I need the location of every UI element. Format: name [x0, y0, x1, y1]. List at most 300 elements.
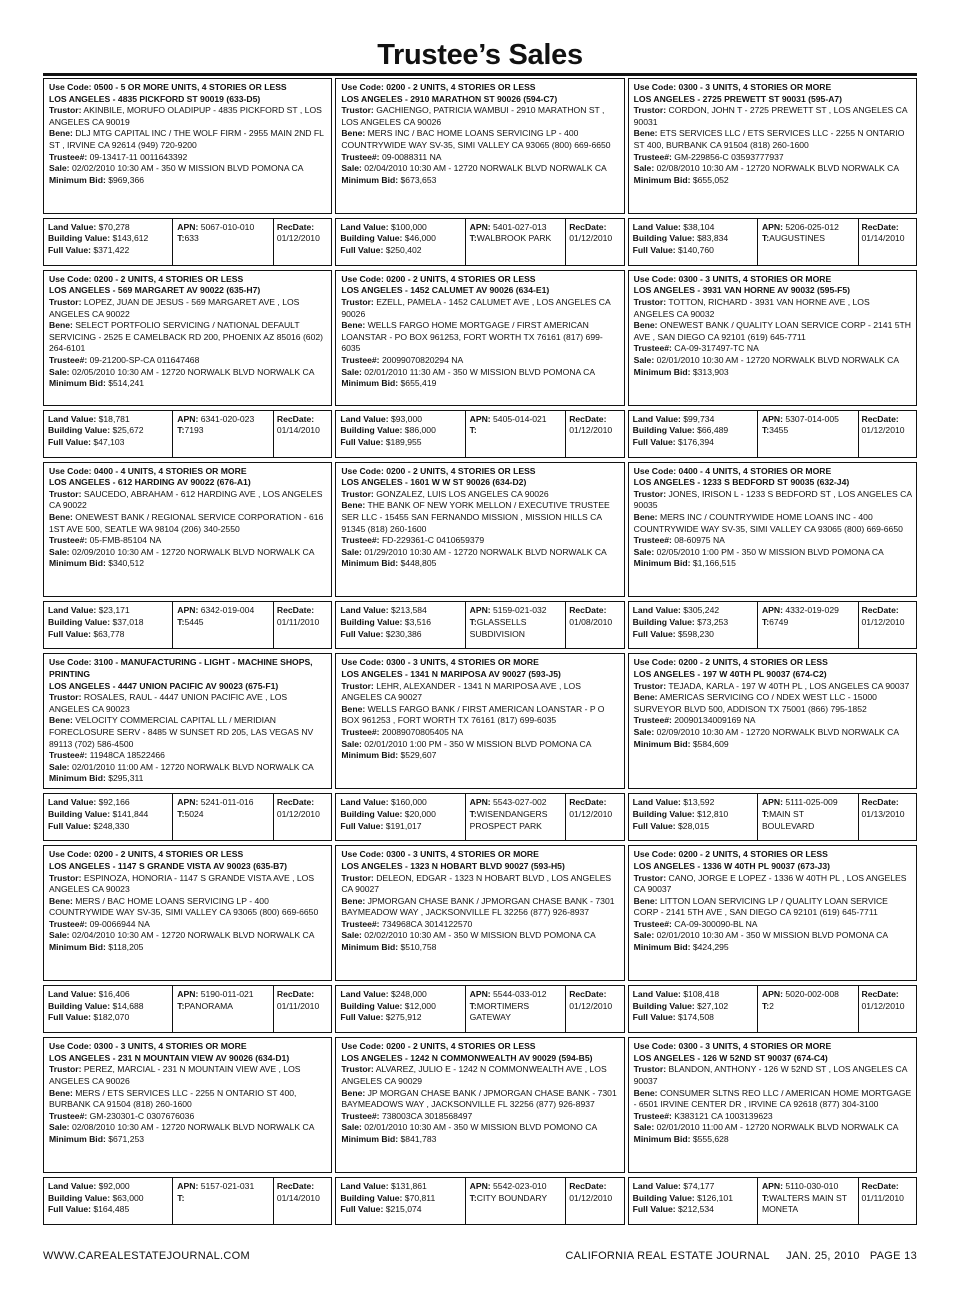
land-value-label: Land Value: — [340, 221, 389, 232]
listing-card — [335, 1037, 624, 1229]
valuation-table — [43, 985, 332, 1033]
trustee-number-value: 09-0088311 NA — [381, 151, 442, 162]
trustor-line — [49, 489, 327, 512]
building-value-label: Building Value: — [48, 1192, 111, 1203]
building-value: $66,489 — [697, 425, 729, 436]
land-value: $74,177 — [683, 1180, 715, 1191]
use-code: Use Code: 0400 - 4 UNITS, 4 STORIES OR MORE — [633, 465, 832, 476]
tract-row — [177, 617, 269, 629]
beneficiary-label: Bene: — [49, 128, 73, 139]
building-value: $12,000 — [404, 1000, 436, 1011]
sale-info-line — [49, 762, 327, 774]
sale-info-line — [49, 367, 327, 379]
land-value-row — [340, 605, 460, 617]
sale-info-value: 02/01/2010 11:00 AM - 12720 NORWALK BLVD NORWALK CA — [656, 1122, 899, 1133]
trustee-number-line — [49, 535, 327, 547]
beneficiary-line — [634, 512, 912, 535]
tract-row — [177, 1193, 269, 1205]
minimum-bid-label: Minimum Bid: — [341, 1133, 399, 1144]
building-value-row — [633, 425, 753, 437]
tract-row — [177, 1001, 269, 1013]
trustor-line — [341, 489, 619, 501]
sale-info-line — [341, 547, 619, 559]
beneficiary-value: MERS / ETS SERVICES LLC - 2255 N ONTARIO ST 400, BURBANK CA 91504 (818) 260-1600 — [49, 1087, 297, 1110]
building-value: $37,018 — [112, 617, 144, 628]
trustor-line — [49, 297, 327, 320]
trustor-value: BLANDON, ANTHONY - 126 W 52ND ST , LOS ANGELES CA 90037 — [633, 1064, 907, 1086]
minimum-bid-line — [634, 1134, 912, 1146]
trustee-number-line — [634, 152, 912, 164]
tract-row — [470, 1193, 562, 1205]
trustee-number-value: GM-230301-C 0307676036 — [89, 1110, 195, 1121]
beneficiary-line — [634, 1088, 912, 1111]
building-value-label: Building Value: — [48, 233, 111, 244]
sale-info-label: Sale: — [341, 930, 362, 941]
full-value-label: Full Value: — [340, 436, 384, 447]
tract-label: T: — [177, 617, 185, 628]
building-value-label: Building Value: — [48, 1000, 111, 1011]
property-address: LOS ANGELES - 126 W 52ND ST 90037 (674-C4) — [633, 1052, 828, 1063]
full-value-label: Full Value: — [632, 1012, 676, 1023]
sale-info-value: 02/01/2010 10:30 AM - 350 W MISSION BLVD POMONO CA — [364, 1122, 598, 1133]
recdate-label-row — [569, 222, 620, 234]
land-value-row — [340, 989, 460, 1001]
land-value-label: Land Value: — [48, 1180, 97, 1191]
apn-row — [762, 1181, 854, 1193]
full-value: $275,912 — [385, 1012, 422, 1023]
trustee-number-value: 734968CA 3014122570 — [381, 918, 473, 929]
trustee-number-value: GM-229856-C 03593777937 — [674, 151, 784, 162]
minimum-bid-label: Minimum Bid: — [341, 378, 399, 389]
land-value-label: Land Value: — [48, 221, 97, 232]
trustor-line — [49, 692, 327, 715]
trustor-value: TEJADA, KARLA - 197 W 40TH PL , LOS ANGELES CA 90037 — [668, 680, 910, 691]
property-address: LOS ANGELES - 231 N MOUNTAIN VIEW AV 90026 (634-D1) — [49, 1052, 290, 1063]
trustee-number-label: Trustee#: — [49, 1110, 88, 1121]
building-value: $86,000 — [404, 425, 436, 436]
listing-card — [628, 1037, 917, 1229]
recdate-label: RecDate: — [276, 221, 315, 232]
trustee-number-value: 09-21200-SP-CA 011647468 — [89, 354, 200, 365]
property-address: LOS ANGELES - 2725 PREWETT ST 90031 (595-A7) — [633, 93, 843, 104]
full-value: $191,017 — [385, 820, 422, 831]
tract-label: T: — [469, 1000, 477, 1011]
recdate-value-row — [862, 233, 913, 245]
recdate-column — [274, 219, 331, 265]
trustor-line — [634, 1064, 912, 1087]
recdate-label-row — [277, 1181, 328, 1193]
listing-details — [335, 78, 624, 214]
trustee-number-line — [634, 1111, 912, 1123]
apn-value: 5543-027-002 — [493, 797, 547, 808]
values-column — [336, 1178, 465, 1224]
full-value: $182,070 — [93, 1012, 130, 1023]
building-value-row — [48, 809, 168, 821]
property-address: LOS ANGELES - 197 W 40TH PL 90037 (674-C2) — [633, 669, 827, 680]
recdate-value-row — [277, 809, 328, 821]
full-value-row — [633, 821, 753, 833]
beneficiary-value: SELECT PORTFOLIO SERVICING / NATIONAL DEFAULT SERVICING - 2525 E CAMELBACK RD 200, PHOENIX AZ 85016 (602) 264-6101 — [49, 320, 324, 354]
beneficiary-line — [634, 692, 912, 715]
sale-info-label: Sale: — [49, 930, 70, 941]
tract-label: T: — [177, 808, 185, 819]
recdate-value-row — [569, 1001, 620, 1013]
land-value: $248,000 — [390, 989, 427, 1000]
trustee-number-label: Trustee#: — [633, 715, 672, 726]
recdate-label: RecDate: — [861, 989, 899, 1000]
recdate-label: RecDate: — [861, 1180, 899, 1191]
apn-value: 6342-019-004 — [200, 605, 255, 616]
beneficiary-value: WELLS FARGO HOME MORTGAGE / FIRST AMERICAN LOANSTAR - PO BOX 961253, FORT WORTH TX 76161 (817) 699-6035 — [341, 320, 603, 354]
trustee-number-line — [49, 919, 327, 931]
trustee-number-line — [341, 535, 619, 547]
apn-row — [470, 222, 562, 234]
beneficiary-value: JPMORGAN CHASE BANK / JPMORGAN CHASE BANK - 7301 BAYMEADOW WAY , JACKSONVILLE FL 32256 (877) 926-8937 — [341, 895, 615, 918]
recdate-label: RecDate: — [276, 1180, 315, 1191]
trustor-value: GACHIENGO, PATRICIA WAMBUI - 2910 MARATHON ST , LOS ANGELES CA 90026 — [341, 105, 605, 127]
beneficiary-label: Bene: — [633, 320, 658, 331]
listing-card — [335, 270, 624, 462]
trustor-label: Trustor: — [633, 872, 667, 883]
tract-value: WALTERS MAIN ST MONETA — [761, 1192, 847, 1215]
building-value: $25,672 — [112, 425, 144, 436]
apn-value: 5241-011-016 — [200, 797, 254, 808]
building-value-label: Building Value: — [632, 808, 695, 819]
listing-card — [335, 462, 624, 654]
apn-value: 5542-023-010 — [493, 1180, 547, 1191]
recdate-label: RecDate: — [861, 605, 899, 616]
sale-info-line — [49, 547, 327, 559]
sale-info-value: 02/09/2010 10:30 AM - 12720 NORWALK BLVD NORWALK CA — [656, 727, 900, 738]
full-value-row — [340, 1012, 460, 1024]
tract-value: GLASSELLS SUBDIVISION — [469, 617, 527, 639]
full-value-row — [633, 1012, 753, 1024]
property-address: LOS ANGELES - 2910 MARATHON ST 90026 (594-C7) — [341, 93, 558, 104]
full-value: $189,955 — [385, 436, 422, 447]
minimum-bid-label: Minimum Bid: — [49, 558, 106, 569]
recdate-column — [274, 602, 331, 648]
beneficiary-label: Bene: — [341, 320, 366, 331]
recdate-label: RecDate: — [276, 605, 315, 616]
values-column — [44, 219, 173, 265]
building-value: $126,101 — [697, 1192, 733, 1203]
tract-row — [470, 1001, 562, 1024]
recdate-value: 01/13/2010 — [861, 808, 905, 819]
sale-info-value: 02/04/2010 10:30 AM - 12720 NORWALK BLVD NORWALK CA — [71, 930, 315, 941]
beneficiary-label: Bene: — [633, 1087, 658, 1098]
values-column — [336, 602, 465, 648]
land-value-label: Land Value: — [632, 221, 681, 232]
land-value: $108,418 — [683, 989, 720, 1000]
full-value-row — [48, 1012, 168, 1024]
minimum-bid-value: $529,607 — [400, 750, 437, 761]
trustor-line — [49, 105, 327, 128]
building-value-label: Building Value: — [340, 808, 403, 819]
listing-card — [43, 270, 332, 462]
recdate-label-row — [862, 414, 913, 426]
tract-row — [470, 809, 562, 832]
recdate-label: RecDate: — [276, 797, 315, 808]
values-column — [629, 986, 758, 1032]
beneficiary-line — [49, 320, 327, 355]
trustee-number-label: Trustee#: — [49, 151, 88, 162]
apn-value: 5159-021-032 — [493, 605, 547, 616]
property-address: LOS ANGELES - 1233 S BEDFORD ST 90035 (632-J4) — [633, 477, 850, 488]
sale-info-label: Sale: — [341, 163, 362, 174]
minimum-bid-line — [49, 175, 327, 187]
minimum-bid-value: $510,758 — [400, 942, 437, 953]
sale-info-label: Sale: — [633, 930, 655, 941]
building-value-label: Building Value: — [48, 617, 111, 628]
apn-label: APN: — [761, 413, 783, 424]
apn-label: APN: — [177, 1180, 199, 1191]
building-value: $83,834 — [697, 233, 729, 244]
full-value-label: Full Value: — [340, 820, 384, 831]
recdate-value-row — [862, 425, 913, 437]
trustee-number-label: Trustee#: — [341, 151, 380, 162]
tract-label: T: — [761, 233, 770, 244]
trustor-line — [341, 873, 619, 896]
building-value-row — [340, 233, 460, 245]
trustee-number-label: Trustee#: — [633, 151, 672, 162]
tract-row — [762, 1193, 854, 1216]
sale-info-label: Sale: — [633, 354, 655, 365]
sale-info-line — [341, 739, 619, 751]
trustor-value: CORDON, JOHN T - 2725 PREWETT ST , LOS ANGELES CA 90031 — [633, 105, 908, 127]
use-code: Use Code: 3100 - MANUFACTURING - LIGHT - MACHINE SHOPS, PRINTING — [49, 657, 313, 680]
apn-column — [758, 986, 859, 1032]
trustor-label: Trustor: — [341, 488, 374, 499]
values-column — [336, 411, 465, 457]
recdate-value: 01/08/2010 — [569, 617, 613, 628]
land-value-row — [633, 989, 753, 1001]
minimum-bid-label: Minimum Bid: — [633, 558, 691, 569]
listing-card — [43, 653, 332, 845]
land-value-row — [48, 222, 168, 234]
sale-info-label: Sale: — [49, 761, 70, 772]
building-value: $63,000 — [112, 1192, 144, 1203]
tract-value: 3455 — [769, 425, 789, 436]
apn-column — [758, 219, 859, 265]
trustee-number-value: 09-13417-11 0011643392 — [89, 151, 188, 162]
recdate-label: RecDate: — [569, 1180, 607, 1191]
recdate-value-row — [569, 1193, 620, 1205]
building-value: $46,000 — [404, 233, 436, 244]
sale-info-value: 02/01/2010 10:30 AM - 12720 NORWALK BLVD NORWALK CA — [656, 354, 900, 365]
use-code: Use Code: 0200 - 2 UNITS, 4 STORIES OR LESS — [341, 273, 536, 284]
full-value-label: Full Value: — [340, 628, 384, 639]
listing-details — [43, 845, 332, 981]
trustee-number-value: 20099070820294 NA — [381, 354, 464, 365]
apn-label: APN: — [177, 221, 199, 232]
trustor-line — [49, 873, 327, 896]
building-value-row — [48, 233, 168, 245]
sale-info-value: 02/05/2010 1:00 PM - 350 W MISSION BLVD POMONA CA — [656, 546, 884, 557]
listing-card — [43, 462, 332, 654]
sale-info-value: 02/01/2010 10:30 AM - 350 W MISSION BLVD POMONA CA — [656, 930, 889, 941]
trustee-number-label: Trustee#: — [49, 918, 88, 929]
listing-details — [335, 1037, 624, 1173]
listing-card — [628, 653, 917, 845]
trustor-label: Trustor: — [341, 680, 374, 691]
listing-card — [43, 78, 332, 270]
property-address: LOS ANGELES - 4835 PICKFORD ST 90019 (633-D5) — [49, 93, 261, 104]
recdate-column — [859, 411, 916, 457]
recdate-label: RecDate: — [569, 797, 607, 808]
apn-label: APN: — [469, 605, 491, 616]
beneficiary-value: JP MORGAN CHASE BANK / JPMORGAN CHASE BANK - 7301 BAYMEADOWS WAY , JACKSONVILLE FL 32256 (877) 926-8937 — [341, 1087, 617, 1110]
recdate-column — [566, 794, 623, 840]
building-value-row — [48, 617, 168, 629]
apn-row — [177, 605, 269, 617]
sale-info-line — [49, 163, 327, 175]
use-code: Use Code: 0300 - 3 UNITS, 4 STORIES OR MORE — [49, 1041, 247, 1052]
beneficiary-line — [634, 896, 912, 919]
full-value-label: Full Value: — [48, 820, 91, 831]
use-code: Use Code: 0300 - 3 UNITS, 4 STORIES OR MORE — [633, 273, 832, 284]
minimum-bid-label: Minimum Bid: — [49, 378, 106, 389]
trustee-number-line — [49, 355, 327, 367]
trustor-value: LEHR, ALEXANDER - 1341 N MARIPOSA AVE , LOS ANGELES CA 90027 — [341, 680, 581, 703]
tract-label: T: — [177, 1192, 185, 1203]
full-value-label: Full Value: — [48, 1204, 91, 1215]
tract-row — [470, 233, 562, 245]
building-value: $73,253 — [697, 617, 729, 628]
minimum-bid-label: Minimum Bid: — [633, 1133, 691, 1144]
trustee-number-line — [341, 1111, 619, 1123]
building-value: $14,688 — [112, 1000, 144, 1011]
apn-value: 5067-010-010 — [200, 221, 255, 232]
apn-column — [758, 794, 859, 840]
apn-row — [470, 797, 562, 809]
recdate-column — [859, 219, 916, 265]
tract-value: PANORAMA — [184, 1000, 234, 1011]
values-column — [629, 794, 758, 840]
property-address: LOS ANGELES - 1341 N MARIPOSA AV 90027 (593-J5) — [341, 669, 561, 680]
sale-info-value: 02/09/2010 10:30 AM - 12720 NORWALK BLVD NORWALK CA — [71, 546, 315, 557]
apn-column — [466, 1178, 567, 1224]
recdate-value-row — [862, 617, 913, 629]
apn-value: 5020-002-008 — [785, 989, 839, 1000]
minimum-bid-label: Minimum Bid: — [633, 174, 691, 185]
full-value-label: Full Value: — [340, 245, 384, 256]
land-value-label: Land Value: — [48, 605, 97, 616]
beneficiary-value: MERS / BAC HOME LOANS SERVICING LP - 400 COUNTRYWIDE WAY SV-35, SIMI VALLEY CA 93065 (800) 669-6650 — [49, 895, 319, 918]
tract-value: MAIN ST BOULEVARD — [761, 808, 815, 831]
apn-column — [758, 411, 859, 457]
full-value-label: Full Value: — [632, 245, 676, 256]
trustee-number-value: 08-60975 NA — [674, 535, 725, 546]
trustor-value: PEREZ, MARCIAL - 231 N MOUNTAIN VIEW AVE , LOS ANGELES CA 90026 — [49, 1064, 301, 1086]
apn-row — [762, 797, 854, 809]
land-value-label: Land Value: — [632, 413, 681, 424]
full-value: $28,015 — [678, 820, 710, 831]
tract-value: 2 — [769, 1000, 774, 1011]
beneficiary-label: Bene: — [341, 895, 366, 906]
land-value-row — [340, 1181, 460, 1193]
apn-row — [177, 797, 269, 809]
full-value: $215,074 — [385, 1204, 422, 1215]
building-value-label: Building Value: — [340, 617, 403, 628]
minimum-bid-value: $969,366 — [108, 174, 145, 185]
values-column — [336, 794, 465, 840]
trustee-number-label: Trustee#: — [49, 535, 88, 546]
building-value: $70,811 — [404, 1192, 436, 1203]
tract-value: 5445 — [184, 617, 204, 628]
apn-label: APN: — [761, 1180, 783, 1191]
land-value-label: Land Value: — [632, 989, 681, 1000]
beneficiary-line — [341, 128, 619, 151]
listing-details — [335, 653, 624, 789]
land-value: $38,104 — [683, 221, 715, 232]
land-value-label: Land Value: — [632, 797, 681, 808]
full-value: $164,485 — [93, 1204, 130, 1215]
building-value-label: Building Value: — [632, 425, 695, 436]
minimum-bid-value: $673,653 — [400, 174, 437, 185]
use-code: Use Code: 0300 - 3 UNITS, 4 STORIES OR MORE — [341, 849, 539, 860]
recdate-label-row — [862, 797, 913, 809]
footer-website[interactable]: WWW.CAREALESTATEJOURNAL.COM — [43, 1250, 250, 1262]
land-value: $18,781 — [98, 413, 130, 424]
apn-row — [470, 414, 562, 426]
listing-details — [335, 845, 624, 981]
trustee-number-label: Trustee#: — [341, 1110, 380, 1121]
recdate-value: 01/11/2010 — [276, 617, 320, 628]
minimum-bid-line — [49, 942, 327, 954]
tract-row — [762, 1001, 854, 1013]
building-value: $3,516 — [404, 617, 432, 628]
land-value: $305,242 — [683, 605, 720, 616]
trustor-line — [634, 105, 912, 128]
minimum-bid-line — [341, 175, 619, 187]
sale-info-value: 01/29/2010 10:30 AM - 12720 NORWALK BLVD NORWALK CA — [364, 546, 607, 557]
valuation-table — [335, 1177, 624, 1225]
building-value-row — [633, 1001, 753, 1013]
land-value-row — [340, 414, 460, 426]
minimum-bid-value: $448,805 — [400, 558, 437, 569]
full-value: $250,402 — [385, 245, 422, 256]
values-column — [629, 411, 758, 457]
full-value-row — [340, 437, 460, 449]
recdate-label: RecDate: — [861, 221, 899, 232]
trustor-value: ESPINOZA, HONORIA - 1147 S GRANDE VISTA AVE , LOS ANGELES CA 90023 — [49, 872, 315, 895]
building-value-label: Building Value: — [340, 233, 403, 244]
minimum-bid-value: $295,311 — [108, 773, 144, 784]
title-rule — [43, 73, 917, 76]
valuation-table — [628, 1177, 917, 1225]
recdate-label: RecDate: — [569, 989, 607, 1000]
valuation-table — [628, 985, 917, 1033]
apn-column — [173, 602, 274, 648]
apn-row — [762, 414, 854, 426]
listing-details — [335, 270, 624, 406]
listing-card — [43, 1037, 332, 1229]
land-value-label: Land Value: — [48, 797, 97, 808]
use-code: Use Code: 0200 - 2 UNITS, 4 STORIES OR LESS — [341, 82, 536, 92]
recdate-label-row — [569, 797, 620, 809]
apn-label: APN: — [761, 605, 783, 616]
property-address: LOS ANGELES - 3931 VAN HORNE AV 90032 (595-F5) — [633, 285, 850, 296]
apn-column — [173, 986, 274, 1032]
building-value-row — [633, 233, 753, 245]
beneficiary-value: ONEWEST BANK / QUALITY LOAN SERVICE CORP - 2141 5TH AVE , SAN DIEGO CA 92101 (619) 645-7711 — [633, 320, 911, 342]
beneficiary-value: ETS SERVICES LLC / ETS SERVICES LLC - 2255 N ONTARIO ST 400, BURBANK CA 91504 (818) 260-1600 — [633, 128, 905, 150]
beneficiary-label: Bene: — [49, 512, 73, 523]
sale-info-line — [341, 930, 619, 942]
tract-label: T: — [469, 1192, 477, 1203]
trustee-number-label: Trustee#: — [341, 535, 380, 546]
beneficiary-value: DLJ MTG CAPITAL INC / THE WOLF FIRM - 2955 MAIN 2ND FL ST , IRVINE CA 92614 (949) 720-9200 — [49, 128, 324, 150]
